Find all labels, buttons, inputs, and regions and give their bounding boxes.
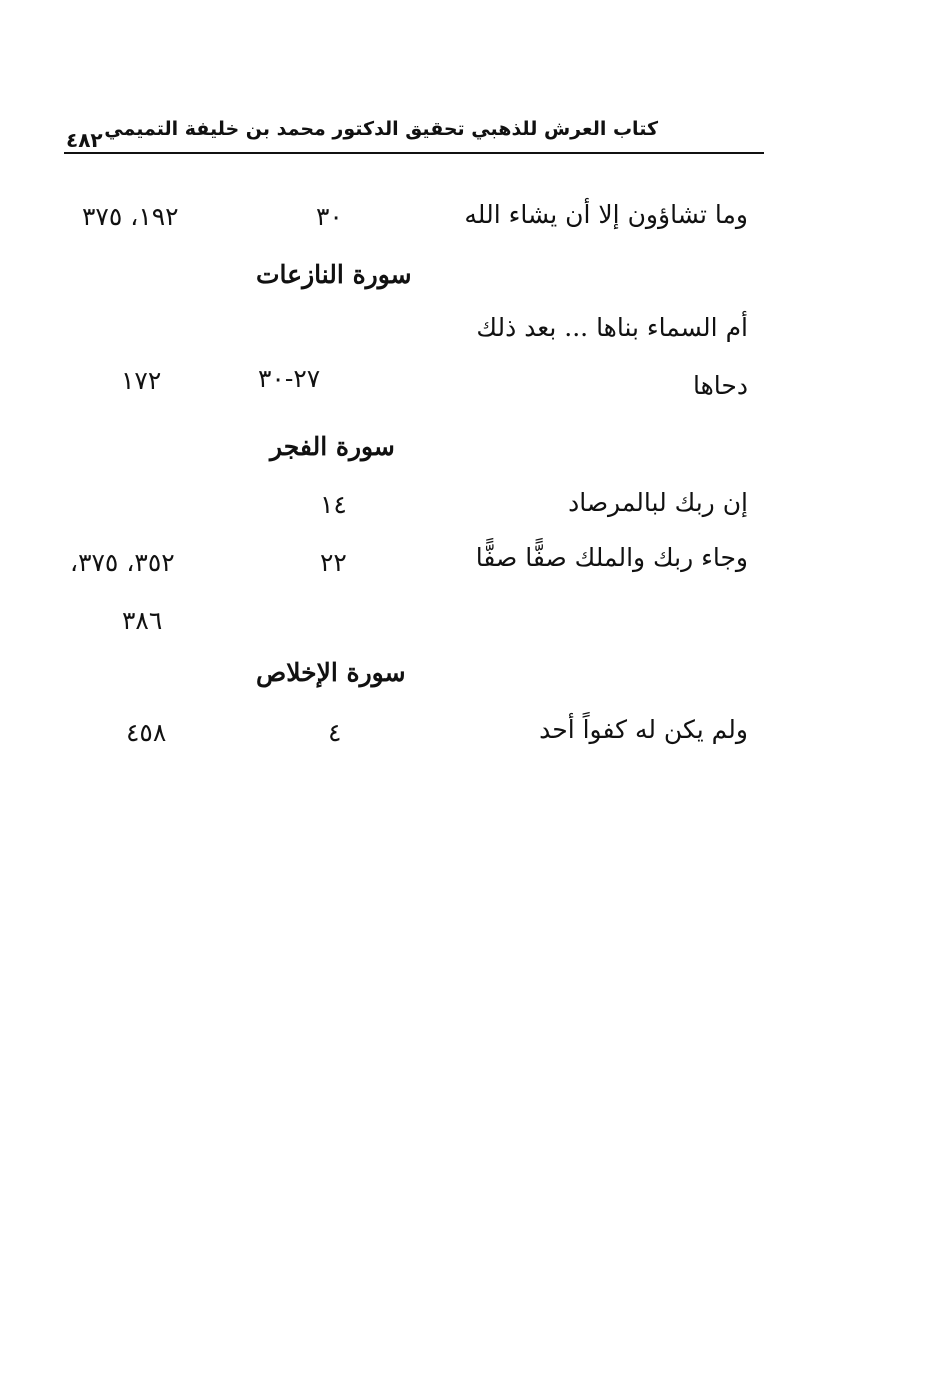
surah-heading: سورة النازعات [256, 260, 412, 289]
page-references: ٣٥٢، ٣٧٥، [70, 548, 175, 577]
verse-text: وجاء ربك والملك صفًّا صفًّا [475, 543, 748, 572]
verse-text-line2: دحاها [692, 371, 748, 400]
ayah-number: ٣٠ [316, 202, 343, 231]
verse-text: إن ربك لبالمرصاد [568, 488, 748, 517]
page-references-continued: ٣٨٦ [122, 606, 163, 635]
running-header-title: كتاب العرش للذهبي تحقيق الدكتور محمد بن خليفة التميمي [104, 118, 658, 140]
surah-heading: سورة الفجر [270, 432, 395, 461]
ayah-number: ٢٧-٣٠ [258, 364, 321, 393]
header-rule [64, 152, 764, 154]
ayah-number: ٢٢ [320, 548, 347, 577]
page-references: ١٧٢ [121, 366, 162, 395]
ayah-number: ١٤ [320, 490, 347, 519]
ayah-number: ٤ [328, 718, 342, 747]
verse-text: وما تشاؤون إلا أن يشاء الله [464, 200, 748, 229]
verse-text-line1: أم السماء بناها ... بعد ذلك [476, 313, 748, 342]
page-references: ٤٥٨ [126, 718, 167, 747]
page-number: ٤٨٢ [66, 128, 103, 152]
surah-heading: سورة الإخلاص [256, 658, 406, 687]
verse-text: ولم يكن له كفواً أحد [539, 715, 748, 744]
page-references: ١٩٢، ٣٧٥ [82, 202, 179, 231]
